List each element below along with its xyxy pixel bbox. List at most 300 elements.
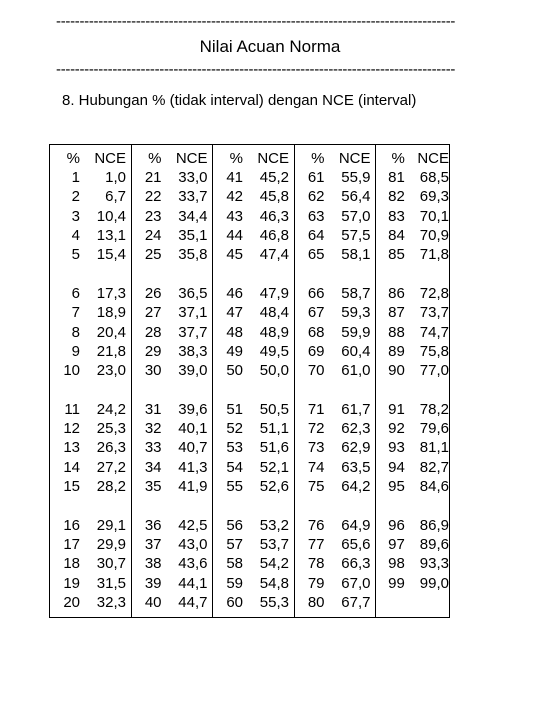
percent-cell: 33 xyxy=(144,439,162,457)
nce-cell: 59,3 xyxy=(341,304,371,322)
nce-cell: 53,2 xyxy=(259,517,289,534)
nce-cell: 44,7 xyxy=(178,593,208,611)
percent-cell: 95 xyxy=(388,477,405,495)
percent-cell: 61 xyxy=(307,169,325,187)
table-row xyxy=(213,400,294,419)
table-row xyxy=(132,574,213,593)
nce-cell: 51,1 xyxy=(259,420,289,438)
percent-cell: 79 xyxy=(307,574,325,592)
nce-cell: 36,5 xyxy=(178,285,208,303)
table-row xyxy=(213,477,294,496)
table-row xyxy=(376,419,449,438)
percent-cell: 37 xyxy=(144,536,162,554)
percent-cell: 12 xyxy=(63,420,80,438)
nce-cell: 64,2 xyxy=(341,477,371,495)
nce-cell: 52,1 xyxy=(259,458,289,476)
table-row xyxy=(376,342,449,361)
table-row xyxy=(132,323,213,342)
percent-cell: 17 xyxy=(63,536,80,554)
percent-cell: 49 xyxy=(226,342,243,360)
percent-cell: 7 xyxy=(71,304,80,322)
table-row xyxy=(295,400,376,419)
nce-cell: 41,9 xyxy=(178,477,208,495)
nce-cell: 49,5 xyxy=(259,342,289,360)
percent-cell: 46 xyxy=(226,285,243,303)
nce-cell: 63,5 xyxy=(341,458,371,476)
percent-cell: 65 xyxy=(307,245,325,263)
percent-cell: 25 xyxy=(144,245,162,263)
table-row xyxy=(132,187,213,206)
percent-cell: 36 xyxy=(144,517,162,534)
percent-cell: 62 xyxy=(307,188,325,206)
table-row xyxy=(50,574,131,593)
nce-cell: 46,8 xyxy=(259,226,289,244)
table-row xyxy=(213,574,294,593)
nce-cell: 39,6 xyxy=(178,401,208,419)
group-spacer xyxy=(50,264,131,284)
group-spacer xyxy=(295,264,376,284)
table-row xyxy=(376,323,449,342)
header-nce: NCE xyxy=(94,150,126,167)
nce-cell: 29,9 xyxy=(96,536,126,554)
percent-cell: 89 xyxy=(388,342,405,360)
table-row xyxy=(213,323,294,342)
nce-cell: 89,6 xyxy=(419,536,449,554)
table-row xyxy=(376,574,449,593)
percent-cell: 26 xyxy=(144,285,162,303)
percent-cell: 80 xyxy=(307,593,325,611)
table-row xyxy=(376,477,449,496)
table-row xyxy=(50,168,131,187)
percent-cell: 44 xyxy=(226,226,243,244)
percent-cell: 5 xyxy=(71,245,80,263)
column-header xyxy=(132,149,213,168)
header-percent: % xyxy=(148,150,162,167)
table-column xyxy=(50,145,132,617)
page-title: Nilai Acuan Norma xyxy=(199,37,341,56)
nce-cell: 37,1 xyxy=(178,304,208,322)
nce-cell: 18,9 xyxy=(96,304,126,322)
table-row xyxy=(50,554,131,573)
nce-cell: 42,5 xyxy=(178,517,208,534)
table-row xyxy=(213,187,294,206)
group-spacer xyxy=(132,380,213,400)
percent-cell: 43 xyxy=(226,207,243,225)
nce-cell: 38,3 xyxy=(178,342,208,360)
percent-cell: 28 xyxy=(144,323,162,341)
table-row xyxy=(213,438,294,457)
table-row xyxy=(295,226,376,245)
nce-cell: 20,4 xyxy=(96,323,126,341)
table-row xyxy=(213,419,294,438)
percent-cell: 42 xyxy=(226,188,243,206)
percent-cell: 55 xyxy=(226,477,243,495)
nce-cell: 41,3 xyxy=(178,458,208,476)
nce-cell: 23,0 xyxy=(96,361,126,379)
table-row xyxy=(295,303,376,322)
table-row xyxy=(295,458,376,477)
nce-cell: 1,0 xyxy=(105,169,126,187)
nce-cell: 77,0 xyxy=(419,361,449,379)
table-row xyxy=(213,245,294,264)
nce-cell: 47,4 xyxy=(259,245,289,263)
nce-cell: 29,1 xyxy=(96,517,126,534)
table-column xyxy=(213,145,295,617)
percent-cell: 48 xyxy=(226,323,243,341)
nce-cell: 45,2 xyxy=(259,169,289,187)
table-row xyxy=(295,361,376,380)
nce-cell: 35,1 xyxy=(178,226,208,244)
percent-cell: 29 xyxy=(144,342,162,360)
group-spacer xyxy=(376,264,449,284)
column-header xyxy=(213,149,294,168)
percent-cell: 51 xyxy=(226,401,243,419)
table-row xyxy=(132,245,213,264)
nce-cell: 82,7 xyxy=(419,458,449,476)
table-row xyxy=(213,593,294,612)
percent-cell: 58 xyxy=(226,555,243,573)
group-spacer xyxy=(213,380,294,400)
table-row xyxy=(132,207,213,226)
nce-cell: 45,8 xyxy=(259,188,289,206)
percent-cell: 73 xyxy=(307,439,325,457)
nce-cell: 55,9 xyxy=(341,169,371,187)
nce-cell: 46,3 xyxy=(259,207,289,225)
group-spacer xyxy=(132,264,213,284)
nce-cell: 81,1 xyxy=(419,439,449,457)
percent-cell: 96 xyxy=(388,517,405,534)
header-nce: NCE xyxy=(338,150,371,167)
percent-cell: 85 xyxy=(388,245,405,263)
percent-cell: 82 xyxy=(388,188,405,206)
percent-cell: 41 xyxy=(226,169,243,187)
nce-cell: 67,7 xyxy=(341,593,371,611)
percent-cell: 40 xyxy=(144,593,162,611)
table-column xyxy=(376,145,449,617)
table-row xyxy=(295,207,376,226)
table-row xyxy=(295,516,376,535)
nce-cell: 57,5 xyxy=(341,226,371,244)
table-row xyxy=(50,438,131,457)
nce-cell: 69,3 xyxy=(419,188,449,206)
percent-cell: 60 xyxy=(226,593,243,611)
nce-cell: 64,9 xyxy=(341,517,371,534)
percent-cell: 10 xyxy=(63,361,80,379)
percent-cell: 47 xyxy=(226,304,243,322)
nce-cell: 31,5 xyxy=(96,574,126,592)
nce-cell: 62,9 xyxy=(341,439,371,457)
percent-cell: 92 xyxy=(388,420,405,438)
table-row xyxy=(132,516,213,535)
table-row xyxy=(50,477,131,496)
table-row xyxy=(376,168,449,187)
table-row xyxy=(376,400,449,419)
percent-cell: 72 xyxy=(307,420,325,438)
group-spacer xyxy=(295,496,376,516)
percent-cell: 19 xyxy=(63,574,80,592)
nce-cell: 21,8 xyxy=(96,342,126,360)
percent-cell: 90 xyxy=(388,361,405,379)
table-row xyxy=(295,477,376,496)
percent-cell: 76 xyxy=(307,517,325,534)
percent-cell: 81 xyxy=(388,169,405,187)
percent-cell: 35 xyxy=(144,477,162,495)
table-row xyxy=(132,226,213,245)
nce-cell: 57,0 xyxy=(341,207,371,225)
nce-cell: 48,9 xyxy=(259,323,289,341)
percent-cell: 34 xyxy=(144,458,162,476)
table-row xyxy=(50,303,131,322)
table-row xyxy=(50,516,131,535)
nce-cell: 74,7 xyxy=(419,323,449,341)
table-row xyxy=(213,226,294,245)
header-nce: NCE xyxy=(417,150,449,167)
table-row xyxy=(132,477,213,496)
table-row xyxy=(376,458,449,477)
table-row xyxy=(50,400,131,419)
nce-cell: 68,5 xyxy=(419,169,449,187)
percent-cell: 38 xyxy=(144,555,162,573)
percent-cell: 1 xyxy=(71,169,80,187)
nce-cell: 72,8 xyxy=(419,285,449,303)
table-row xyxy=(376,535,449,554)
table-column xyxy=(132,145,214,617)
percent-cell: 77 xyxy=(307,536,325,554)
table-row xyxy=(295,554,376,573)
table-row xyxy=(295,535,376,554)
table-column xyxy=(295,145,377,617)
nce-cell: 78,2 xyxy=(419,401,449,419)
percent-cell: 74 xyxy=(307,458,325,476)
table-row xyxy=(132,438,213,457)
nce-cell: 59,9 xyxy=(341,323,371,341)
table-row xyxy=(376,516,449,535)
percent-cell: 13 xyxy=(63,439,80,457)
nce-cell: 86,9 xyxy=(419,517,449,534)
nce-cell: 58,1 xyxy=(341,245,371,263)
table-row xyxy=(376,303,449,322)
table-row xyxy=(213,207,294,226)
nce-cell: 93,3 xyxy=(419,555,449,573)
nce-cell: 70,9 xyxy=(419,226,449,244)
percent-cell: 14 xyxy=(63,458,80,476)
nce-cell: 13,1 xyxy=(96,226,126,244)
nce-cell: 40,7 xyxy=(178,439,208,457)
nce-cell: 61,7 xyxy=(341,401,371,419)
table-row xyxy=(50,419,131,438)
percent-cell: 53 xyxy=(226,439,243,457)
percent-cell: 70 xyxy=(307,361,325,379)
table-row xyxy=(295,187,376,206)
percent-cell: 56 xyxy=(226,517,243,534)
nce-cell: 35,8 xyxy=(178,245,208,263)
table-row xyxy=(376,438,449,457)
table-row xyxy=(50,323,131,342)
table-row xyxy=(295,438,376,457)
nce-cell: 17,3 xyxy=(96,285,126,303)
nce-cell: 60,4 xyxy=(341,342,371,360)
header-percent: % xyxy=(391,150,405,167)
percent-cell: 59 xyxy=(226,574,243,592)
table-row xyxy=(132,458,213,477)
percent-cell: 21 xyxy=(144,169,162,187)
percent-cell: 30 xyxy=(144,361,162,379)
header-nce: NCE xyxy=(257,150,289,167)
table-row xyxy=(50,245,131,264)
percent-cell: 39 xyxy=(144,574,162,592)
percent-cell: 16 xyxy=(63,517,80,534)
table-row xyxy=(132,342,213,361)
nce-cell: 44,1 xyxy=(178,574,208,592)
nce-cell: 6,7 xyxy=(105,188,126,206)
percent-cell: 66 xyxy=(307,285,325,303)
nce-cell: 10,4 xyxy=(96,207,126,225)
table-row xyxy=(376,226,449,245)
table-row xyxy=(213,284,294,303)
table-row xyxy=(132,303,213,322)
percent-cell: 71 xyxy=(307,401,325,419)
nce-cell: 65,6 xyxy=(341,536,371,554)
nce-cell: 67,0 xyxy=(341,574,371,592)
nce-cell: 53,7 xyxy=(259,536,289,554)
percent-cell: 86 xyxy=(388,285,405,303)
percent-cell: 83 xyxy=(388,207,405,225)
percent-cell: 9 xyxy=(71,342,80,360)
percent-cell: 2 xyxy=(71,188,80,206)
nce-cell: 99,0 xyxy=(419,574,449,592)
nce-cell: 52,6 xyxy=(259,477,289,495)
nce-cell: 27,2 xyxy=(96,458,126,476)
percent-cell: 67 xyxy=(307,304,325,322)
percent-cell: 22 xyxy=(144,188,162,206)
percent-cell: 69 xyxy=(307,342,325,360)
nce-cell: 34,4 xyxy=(178,207,208,225)
nce-cell: 43,6 xyxy=(178,555,208,573)
pct-nce-table xyxy=(49,144,450,618)
table-row xyxy=(295,593,376,612)
header-percent: % xyxy=(66,150,80,167)
table-row xyxy=(213,168,294,187)
nce-cell: 39,0 xyxy=(178,361,208,379)
percent-cell: 84 xyxy=(388,226,405,244)
table-row xyxy=(376,554,449,573)
percent-cell: 52 xyxy=(226,420,243,438)
nce-cell: 84,6 xyxy=(419,477,449,495)
percent-cell: 27 xyxy=(144,304,162,322)
table-row xyxy=(132,593,213,612)
table-row xyxy=(376,187,449,206)
table-row xyxy=(50,342,131,361)
percent-cell: 15 xyxy=(63,477,80,495)
percent-cell: 93 xyxy=(388,439,405,457)
table-row xyxy=(295,284,376,303)
group-spacer xyxy=(376,380,449,400)
section-subtitle: 8. Hubungan % (tidak interval) dengan NCE (interval) xyxy=(62,92,417,109)
table-row xyxy=(213,303,294,322)
header-nce: NCE xyxy=(175,150,208,167)
table-row xyxy=(50,593,131,612)
percent-cell: 87 xyxy=(388,304,405,322)
table-row xyxy=(295,323,376,342)
percent-cell: 24 xyxy=(144,226,162,244)
nce-cell: 58,7 xyxy=(341,285,371,303)
table-row xyxy=(213,535,294,554)
nce-cell: 32,3 xyxy=(96,593,126,611)
percent-cell: 45 xyxy=(226,245,243,263)
percent-cell: 31 xyxy=(144,401,162,419)
top-dash-rule: ------------------------------------------------------------------------------------- xyxy=(56,14,456,29)
nce-cell: 66,3 xyxy=(341,555,371,573)
column-header xyxy=(376,149,449,168)
table-row xyxy=(295,168,376,187)
percent-cell: 50 xyxy=(226,361,243,379)
table-row xyxy=(213,554,294,573)
percent-cell: 23 xyxy=(144,207,162,225)
nce-cell: 79,6 xyxy=(419,420,449,438)
column-header xyxy=(295,149,376,168)
group-spacer xyxy=(295,380,376,400)
group-spacer xyxy=(213,496,294,516)
nce-cell: 73,7 xyxy=(419,304,449,322)
table-row xyxy=(213,458,294,477)
nce-cell: 43,0 xyxy=(178,536,208,554)
percent-cell: 78 xyxy=(307,555,325,573)
percent-cell: 32 xyxy=(144,420,162,438)
percent-cell: 6 xyxy=(71,285,80,303)
nce-cell: 70,1 xyxy=(419,207,449,225)
nce-cell: 15,4 xyxy=(96,245,126,263)
table-row xyxy=(213,361,294,380)
nce-cell: 54,2 xyxy=(259,555,289,573)
table-row xyxy=(213,516,294,535)
table-row xyxy=(50,458,131,477)
nce-cell: 61,0 xyxy=(341,361,371,379)
nce-cell: 28,2 xyxy=(96,477,126,495)
table-row xyxy=(50,207,131,226)
percent-cell: 68 xyxy=(307,323,325,341)
column-header xyxy=(50,149,131,168)
table-row xyxy=(213,342,294,361)
percent-cell: 18 xyxy=(63,555,80,573)
percent-cell: 64 xyxy=(307,226,325,244)
nce-cell: 37,7 xyxy=(178,323,208,341)
group-spacer xyxy=(132,496,213,516)
table-row xyxy=(50,284,131,303)
group-spacer xyxy=(50,380,131,400)
percent-cell: 63 xyxy=(307,207,325,225)
bottom-dash-rule: ------------------------------------------------------------------------------------- xyxy=(56,62,456,77)
nce-cell: 50,0 xyxy=(259,361,289,379)
nce-cell: 51,6 xyxy=(259,439,289,457)
nce-cell: 33,7 xyxy=(178,188,208,206)
nce-cell: 30,7 xyxy=(96,555,126,573)
table-row xyxy=(295,419,376,438)
nce-cell: 40,1 xyxy=(178,420,208,438)
header-percent: % xyxy=(311,150,325,167)
nce-cell: 55,3 xyxy=(259,593,289,611)
group-spacer xyxy=(213,264,294,284)
percent-cell: 98 xyxy=(388,555,405,573)
percent-cell: 99 xyxy=(388,574,405,592)
percent-cell: 57 xyxy=(226,536,243,554)
nce-cell: 24,2 xyxy=(96,401,126,419)
percent-cell: 20 xyxy=(63,593,80,611)
table-row xyxy=(376,207,449,226)
percent-cell: 94 xyxy=(388,458,405,476)
table-row xyxy=(50,535,131,554)
nce-cell: 33,0 xyxy=(178,169,208,187)
percent-cell: 54 xyxy=(226,458,243,476)
